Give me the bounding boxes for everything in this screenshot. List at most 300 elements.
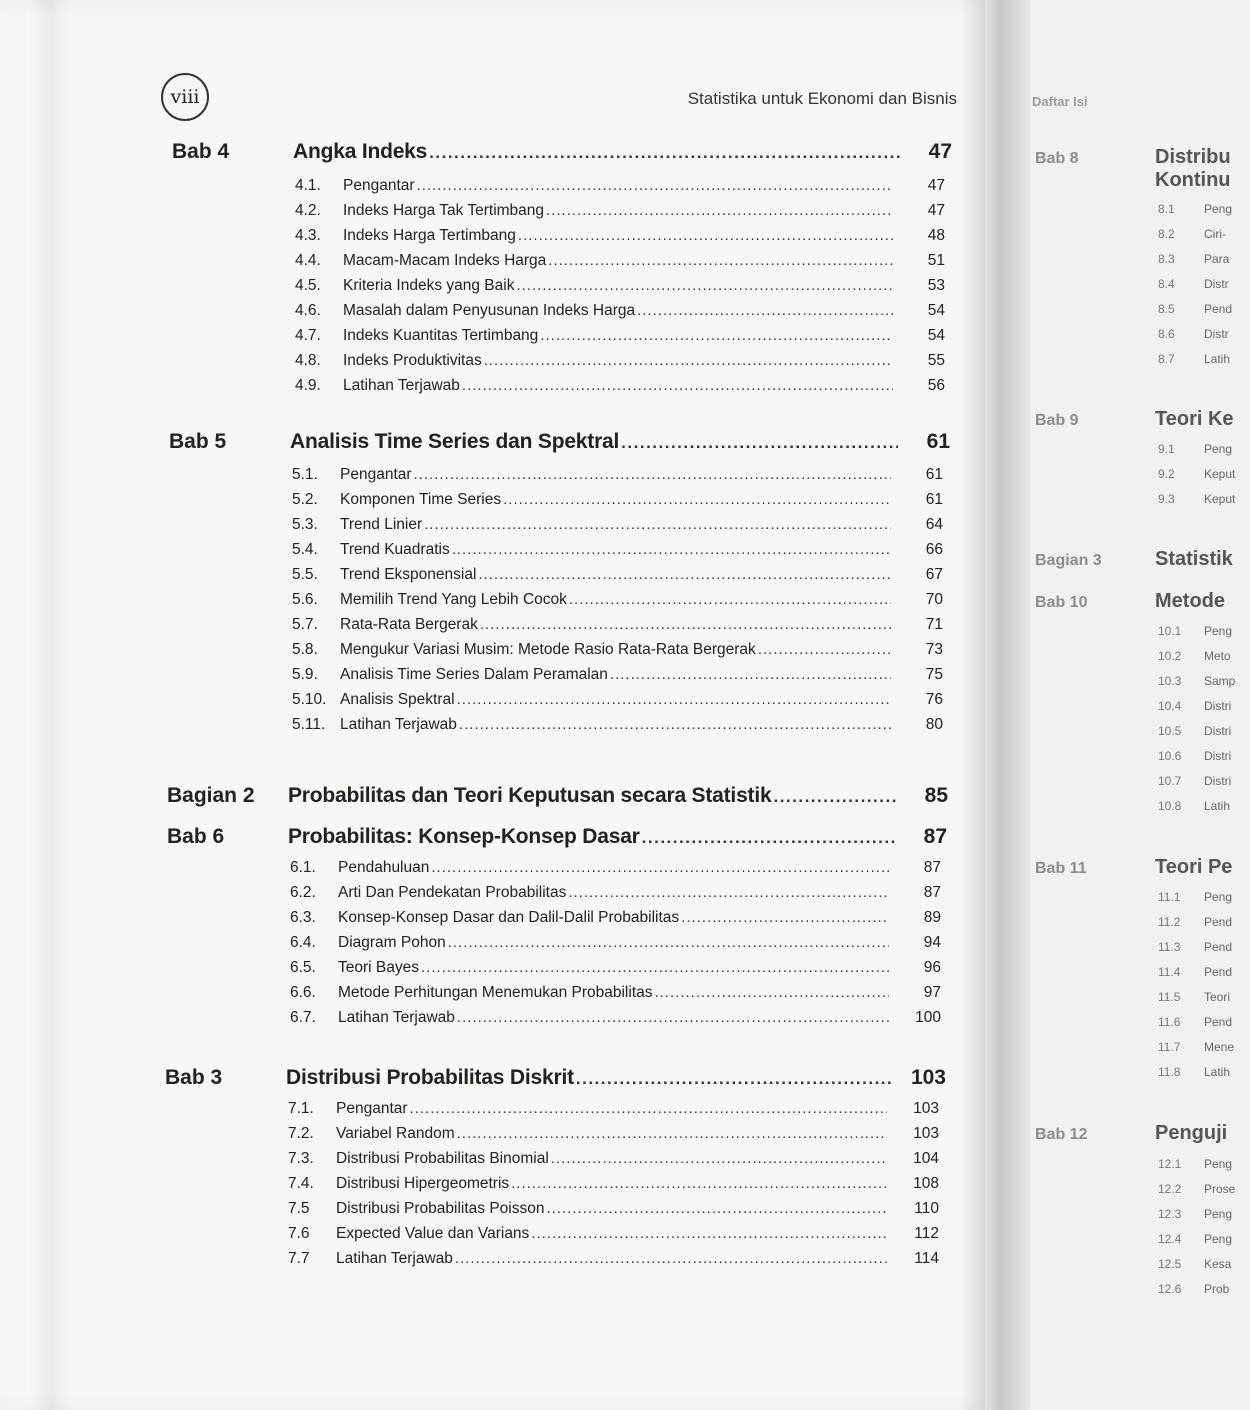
dot-leader — [551, 1150, 887, 1167]
facing-chapter-label: Bab 11 — [1035, 860, 1087, 877]
facing-chapter-heading — [1035, 1122, 1227, 1145]
facing-section-title: Peng — [1204, 1207, 1233, 1221]
chapter-heading-bab3 — [165, 1066, 946, 1090]
facing-toc-entry — [1158, 1182, 1235, 1196]
section-number: 7.4. — [288, 1175, 314, 1192]
facing-toc-entry — [1158, 724, 1231, 738]
dot-leader — [516, 277, 893, 294]
section-title: Kriteria Indeks yang Baik — [343, 277, 515, 294]
toc-entry — [290, 884, 941, 902]
section-title: Expected Value dan Varians — [336, 1225, 530, 1242]
facing-chapter-title: Statistik — [1155, 548, 1233, 570]
section-page: 75 — [925, 666, 943, 683]
toc-entry — [290, 934, 941, 952]
section-page: 54 — [927, 327, 945, 344]
facing-section-number: 8.2 — [1158, 227, 1175, 241]
section-title: Komponen Time Series — [340, 491, 502, 508]
chapter-page: 47 — [928, 140, 952, 163]
dot-leader — [540, 327, 893, 344]
section-page: 61 — [925, 466, 943, 483]
section-title: Masalah dalam Penyusunan Indeks Harga — [343, 302, 636, 319]
chapter-title: Analisis Time Series dan Spektral — [290, 430, 620, 453]
section-title: Variabel Random — [336, 1125, 455, 1142]
chapter-title: Probabilitas: Konsep-Konsep Dasar — [288, 825, 640, 848]
dot-leader — [424, 516, 891, 533]
facing-section-number: 10.6 — [1158, 749, 1182, 763]
facing-chapter-heading — [1035, 408, 1234, 431]
dot-leader — [546, 1200, 887, 1217]
facing-section-title: Pend — [1204, 915, 1233, 929]
facing-section-number: 12.5 — [1158, 1257, 1182, 1271]
facing-section-number: 10.3 — [1158, 674, 1182, 688]
facing-toc-entry — [1158, 1257, 1231, 1271]
facing-section-title: Teori — [1204, 990, 1231, 1004]
section-number: 5.10. — [292, 691, 327, 708]
section-number: 7.3. — [288, 1150, 314, 1167]
facing-toc-entry — [1158, 252, 1229, 266]
section-page: 112 — [914, 1225, 939, 1242]
section-page: 114 — [914, 1250, 939, 1267]
facing-toc-entry — [1158, 277, 1229, 291]
section-title: Rata-Rata Bergerak — [340, 616, 478, 633]
facing-toc-entry — [1158, 467, 1235, 481]
dot-leader — [457, 1009, 889, 1026]
facing-chapter-heading — [1035, 548, 1233, 571]
facing-chapter-title: Distribu — [1155, 146, 1231, 168]
section-number: 4.5. — [295, 277, 321, 294]
facing-toc-entry — [1158, 799, 1230, 813]
section-page: 70 — [925, 591, 943, 608]
section-title: Indeks Produktivitas — [343, 352, 482, 369]
section-page: 80 — [925, 716, 943, 733]
section-page: 110 — [914, 1200, 939, 1217]
facing-section-title: Latih — [1204, 1065, 1231, 1079]
facing-section-title: Ciri- — [1204, 227, 1226, 241]
facing-section-number: 11.2 — [1158, 915, 1181, 929]
facing-toc-entry — [1158, 965, 1232, 979]
toc-entry — [295, 377, 945, 395]
toc-entry — [292, 716, 943, 734]
facing-chapter-heading — [1035, 856, 1232, 879]
facing-section-number: 12.6 — [1158, 1282, 1182, 1296]
facing-section-title: Keput — [1204, 467, 1236, 481]
section-title: Pendahuluan — [338, 859, 430, 876]
toc-entry — [295, 202, 945, 220]
facing-section-title: Latih — [1204, 352, 1231, 366]
section-title: Distribusi Probabilitas Binomial — [336, 1150, 549, 1167]
section-number: 6.7. — [290, 1009, 316, 1026]
chapter-title: Angka Indeks — [293, 140, 428, 163]
facing-chapter-title: Teori Pe — [1155, 856, 1233, 878]
section-page: 66 — [925, 541, 943, 558]
section-number: 5.1. — [292, 466, 318, 483]
section-page: 96 — [923, 959, 941, 976]
chapter-label: Bab 6 — [167, 825, 225, 848]
facing-chapter-heading — [1035, 146, 1231, 169]
section-number: 5.4. — [292, 541, 318, 558]
page-binding-edge — [28, 0, 72, 1410]
book-gutter-shadow — [960, 0, 1030, 1410]
section-title: Analisis Spektral — [340, 691, 455, 708]
dot-leader — [457, 691, 891, 708]
section-page: 76 — [925, 691, 943, 708]
section-title: Latihan Terjawab — [336, 1250, 453, 1267]
section-title: Distribusi Probabilitas Poisson — [336, 1200, 545, 1217]
facing-section-title: Distri — [1204, 699, 1232, 713]
section-page: 94 — [923, 934, 941, 951]
section-number: 4.1. — [295, 177, 321, 194]
facing-toc-entry — [1158, 302, 1232, 316]
toc-entry — [290, 959, 941, 977]
section-page: 87 — [923, 884, 941, 901]
chapter-heading-bagian2 — [167, 784, 948, 808]
section-number: 7.5 — [288, 1200, 310, 1217]
section-page: 89 — [923, 909, 941, 926]
section-number: 5.7. — [292, 616, 318, 633]
facing-section-number: 8.4 — [1158, 277, 1175, 291]
section-number: 6.2. — [290, 884, 316, 901]
section-page: 67 — [925, 566, 943, 583]
section-page: 48 — [927, 227, 945, 244]
dot-leader — [462, 377, 893, 394]
facing-section-number: 8.6 — [1158, 327, 1175, 341]
facing-section-title: Peng — [1204, 1157, 1233, 1171]
dot-leader — [452, 541, 891, 558]
facing-toc-entry — [1158, 492, 1235, 506]
section-title: Trend Eksponensial — [340, 566, 477, 583]
facing-section-title: Peng — [1204, 442, 1233, 456]
toc-entry — [288, 1175, 939, 1193]
facing-section-title: Pend — [1204, 1015, 1233, 1029]
toc-entry — [295, 227, 945, 245]
section-number: 5.11. — [292, 716, 326, 733]
section-page: 47 — [927, 202, 945, 219]
facing-section-title: Pend — [1204, 965, 1233, 979]
facing-chapter-label: Bab 8 — [1035, 150, 1079, 167]
section-title: Pengantar — [336, 1100, 408, 1117]
facing-section-title: Para — [1204, 252, 1230, 266]
section-number: 5.5. — [292, 566, 318, 583]
dot-leader — [429, 143, 900, 163]
dot-leader — [569, 591, 891, 608]
section-page: 103 — [913, 1125, 939, 1142]
toc-entry — [288, 1150, 939, 1168]
facing-section-number: 10.5 — [1158, 724, 1182, 738]
chapter-heading-bab6 — [167, 825, 947, 849]
section-page: 55 — [927, 352, 945, 369]
dot-leader — [511, 1175, 887, 1192]
section-number: 4.7. — [295, 327, 321, 344]
dot-leader — [610, 666, 891, 683]
facing-toc-entry — [1158, 202, 1232, 216]
toc-entry — [288, 1100, 939, 1118]
facing-section-title: Meto — [1204, 649, 1231, 663]
facing-section-number: 11.3 — [1158, 940, 1181, 954]
dot-leader — [455, 1250, 887, 1267]
dot-leader — [448, 934, 889, 951]
facing-section-title: Mene — [1204, 1040, 1235, 1054]
facing-section-title: Pend — [1204, 940, 1233, 954]
toc-entry — [295, 177, 945, 195]
page-number: viii — [170, 86, 200, 108]
dot-leader — [758, 641, 891, 658]
toc-entry — [295, 352, 945, 370]
section-page: 103 — [913, 1100, 939, 1117]
toc-entry — [295, 252, 945, 270]
toc-entry — [295, 277, 945, 295]
facing-chapter-title: Metode — [1155, 590, 1225, 612]
dot-leader — [484, 352, 893, 369]
facing-chapter-heading — [1035, 590, 1225, 613]
facing-chapter-label: Bagian 3 — [1035, 552, 1102, 569]
section-number: 5.3. — [292, 516, 318, 533]
facing-toc-entry — [1158, 1207, 1232, 1221]
section-title: Pengantar — [340, 466, 412, 483]
facing-section-number: 10.8 — [1158, 799, 1182, 813]
toc-entry — [290, 859, 941, 877]
facing-section-number: 8.7 — [1158, 352, 1175, 366]
facing-section-number: 12.4 — [1158, 1232, 1182, 1246]
dot-leader — [621, 433, 898, 453]
facing-section-number: 12.2 — [1158, 1182, 1182, 1196]
facing-section-title: Keput — [1204, 492, 1236, 506]
section-page: 100 — [915, 1009, 941, 1026]
dot-leader — [478, 566, 891, 583]
facing-toc-entry — [1158, 649, 1231, 663]
section-title: Teori Bayes — [338, 959, 419, 976]
dot-leader — [546, 202, 893, 219]
toc-entry — [288, 1200, 939, 1218]
facing-toc-entry — [1158, 890, 1232, 904]
facing-toc-entry — [1158, 442, 1232, 456]
section-title: Distribusi Hipergeometris — [336, 1175, 510, 1192]
chapter-heading-bab5 — [169, 430, 950, 454]
toc-entry — [292, 641, 943, 659]
chapter-label: Bab 3 — [165, 1066, 223, 1089]
section-page: 64 — [925, 516, 943, 533]
dot-leader — [568, 884, 889, 901]
section-title: Latihan Terjawab — [340, 716, 457, 733]
facing-section-number: 12.1 — [1158, 1157, 1182, 1171]
section-title: Mengukur Variasi Musim: Metode Rasio Rata-Rata Bergerak — [340, 641, 756, 658]
facing-toc-entry — [1158, 1065, 1230, 1079]
facing-toc-entry — [1158, 1157, 1232, 1171]
facing-section-title: Peng — [1204, 1232, 1233, 1246]
toc-entry — [288, 1125, 939, 1143]
chapter-page: 61 — [926, 430, 950, 453]
facing-chapter-title: Penguji — [1155, 1122, 1228, 1144]
section-page: 71 — [925, 616, 943, 633]
toc-entry — [292, 666, 943, 684]
dot-leader — [480, 616, 891, 633]
facing-toc-entry — [1158, 1040, 1234, 1054]
dot-leader — [414, 466, 891, 483]
facing-section-title: Distri — [1204, 724, 1232, 738]
section-number: 6.3. — [290, 909, 316, 926]
toc-entry — [290, 909, 941, 927]
dot-leader — [576, 1069, 894, 1089]
facing-toc-entry — [1158, 940, 1232, 954]
facing-toc-entry — [1158, 1282, 1229, 1296]
dot-leader — [417, 177, 893, 194]
section-title: Latihan Terjawab — [343, 377, 460, 394]
section-number: 5.2. — [292, 491, 318, 508]
facing-section-number: 11.6 — [1158, 1015, 1181, 1029]
facing-section-title: Kesa — [1204, 1257, 1232, 1271]
facing-toc-entry — [1158, 624, 1232, 638]
section-number: 7.7 — [288, 1250, 310, 1267]
toc-entry — [290, 984, 941, 1002]
facing-section-number: 9.3 — [1158, 492, 1175, 506]
dot-leader — [773, 787, 896, 807]
facing-section-title: Peng — [1204, 624, 1233, 638]
section-page: 56 — [927, 377, 945, 394]
dot-leader — [459, 716, 891, 733]
toc-entry — [292, 466, 943, 484]
section-page: 104 — [913, 1150, 939, 1167]
facing-toc-entry — [1158, 674, 1235, 688]
toc-entry — [288, 1225, 939, 1243]
section-number: 4.6. — [295, 302, 321, 319]
facing-section-number: 8.5 — [1158, 302, 1175, 316]
section-page: 61 — [925, 491, 943, 508]
toc-entry — [292, 566, 943, 584]
section-page: 108 — [913, 1175, 939, 1192]
toc-entry — [292, 541, 943, 559]
dot-leader — [410, 1100, 887, 1117]
facing-toc-entry — [1158, 990, 1230, 1004]
chapter-label: Bab 4 — [172, 140, 230, 163]
section-number: 6.5. — [290, 959, 316, 976]
facing-section-number: 11.1 — [1158, 890, 1181, 904]
facing-section-number: 11.4 — [1158, 965, 1181, 979]
facing-toc-entry — [1158, 227, 1226, 241]
chapter-page: 87 — [923, 825, 947, 848]
section-page: 97 — [923, 984, 941, 1001]
facing-section-title: Peng — [1204, 202, 1233, 216]
dot-leader — [518, 227, 893, 244]
section-number: 4.2. — [295, 202, 321, 219]
page-number-badge — [161, 73, 209, 121]
facing-toc-entry — [1158, 352, 1230, 366]
chapter-page: 85 — [924, 784, 948, 807]
running-header-title: Statistika untuk Ekonomi dan Bisnis — [687, 89, 957, 108]
dot-leader — [503, 491, 891, 508]
facing-chapter-title-line2 — [1155, 169, 1231, 192]
facing-section-number: 10.2 — [1158, 649, 1182, 663]
section-page: 47 — [927, 177, 945, 194]
facing-chapter-title-cont: Kontinu — [1155, 169, 1231, 191]
facing-section-title: Distri — [1204, 774, 1232, 788]
section-number: 4.4. — [295, 252, 321, 269]
facing-section-title: Distr — [1204, 327, 1229, 341]
section-number: 6.6. — [290, 984, 316, 1001]
facing-section-number: 9.1 — [1158, 442, 1175, 456]
facing-section-title: Prob — [1204, 1282, 1230, 1296]
section-number: 5.8. — [292, 641, 318, 658]
facing-section-number: 10.1 — [1158, 624, 1182, 638]
facing-toc-entry — [1158, 327, 1229, 341]
toc-entry — [292, 591, 943, 609]
facing-section-number: 11.8 — [1158, 1065, 1181, 1079]
section-number: 7.2. — [288, 1125, 314, 1142]
facing-chapter-label: Bab 12 — [1035, 1126, 1088, 1143]
facing-toc-entry — [1158, 699, 1231, 713]
facing-chapter-label: Bab 10 — [1035, 594, 1088, 611]
toc-entry — [292, 516, 943, 534]
dot-leader — [637, 302, 893, 319]
toc-entry — [292, 616, 943, 634]
section-page: 54 — [927, 302, 945, 319]
chapter-heading-bab4 — [172, 140, 952, 164]
toc-entry — [295, 302, 945, 320]
section-number: 7.6 — [288, 1225, 310, 1242]
section-number: 5.9. — [292, 666, 318, 683]
section-page: 87 — [923, 859, 941, 876]
facing-section-number: 11.5 — [1158, 990, 1181, 1004]
facing-toc-entry — [1158, 774, 1231, 788]
chapter-title: Probabilitas dan Teori Keputusan secara Statistik — [288, 784, 772, 807]
facing-toc-entry — [1158, 1232, 1232, 1246]
facing-section-title: Distr — [1204, 277, 1229, 291]
toc-entry — [288, 1250, 939, 1268]
section-title: Indeks Harga Tertimbang — [343, 227, 516, 244]
section-number: 4.9. — [295, 377, 321, 394]
dot-leader — [642, 828, 895, 848]
section-title: Pengantar — [343, 177, 415, 194]
dot-leader — [531, 1225, 887, 1242]
toc-entry — [295, 327, 945, 345]
section-title: Macam-Macam Indeks Harga — [343, 252, 547, 269]
chapter-label: Bab 5 — [169, 430, 227, 453]
section-title: Metode Perhitungan Menemukan Probabilitas — [338, 984, 653, 1001]
section-title: Indeks Harga Tak Tertimbang — [343, 202, 545, 219]
section-title: Diagram Pohon — [338, 934, 446, 951]
facing-section-number: 10.4 — [1158, 699, 1182, 713]
dot-leader — [681, 909, 889, 926]
section-number: 6.1. — [290, 859, 316, 876]
dot-leader — [548, 252, 893, 269]
facing-section-title: Prose — [1204, 1182, 1236, 1196]
facing-chapter-title: Teori Ke — [1155, 408, 1234, 430]
section-title: Memilih Trend Yang Lebih Cocok — [340, 591, 567, 608]
facing-section-number: 8.3 — [1158, 252, 1175, 266]
section-title: Indeks Kuantitas Tertimbang — [343, 327, 539, 344]
section-page: 53 — [927, 277, 945, 294]
dot-leader — [457, 1125, 887, 1142]
section-number: 7.1. — [288, 1100, 314, 1117]
dot-leader — [655, 984, 890, 1001]
facing-section-number: 8.1 — [1158, 202, 1175, 216]
facing-toc-entry — [1158, 749, 1231, 763]
chapter-page: 103 — [910, 1066, 946, 1089]
toc-entry — [290, 1009, 941, 1027]
facing-toc-entry — [1158, 915, 1232, 929]
dot-leader — [421, 959, 889, 976]
toc-entry — [292, 691, 943, 709]
section-title: Trend Linier — [340, 516, 423, 533]
section-title: Arti Dan Pendekatan Probabilitas — [338, 884, 567, 901]
facing-section-number: 11.7 — [1158, 1040, 1181, 1054]
chapter-label: Bagian 2 — [167, 784, 255, 807]
toc-entry — [292, 491, 943, 509]
dot-leader — [431, 859, 889, 876]
facing-section-title: Pend — [1204, 302, 1233, 316]
section-number: 4.3. — [295, 227, 321, 244]
facing-section-number: 9.2 — [1158, 467, 1175, 481]
facing-page-header: Daftar Isi — [1032, 94, 1088, 109]
facing-section-number: 10.7 — [1158, 774, 1182, 788]
